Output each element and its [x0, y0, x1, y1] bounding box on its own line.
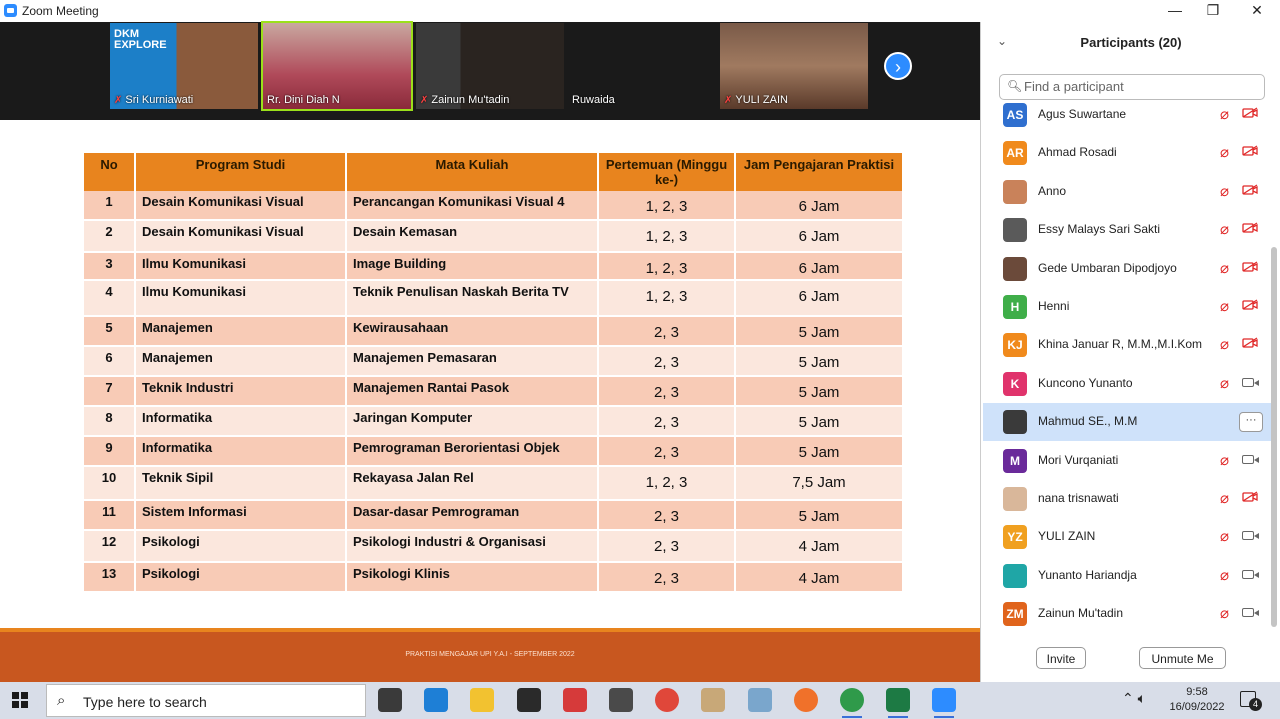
- cell-program-studi: Informatika: [136, 437, 347, 467]
- avatar: AS: [1003, 103, 1027, 127]
- participant-row[interactable]: [983, 442, 1271, 480]
- participant-row[interactable]: [983, 96, 1271, 134]
- cell-mata-kuliah: Teknik Penulisan Naskah Berita TV: [347, 281, 599, 317]
- mic-muted-icon[interactable]: ⌀: [1220, 490, 1230, 507]
- cell-mata-kuliah: Desain Kemasan: [347, 221, 599, 253]
- cell-pertemuan: 1, 2, 3: [599, 281, 736, 317]
- clock-date: 16/09/2022: [1169, 701, 1225, 713]
- cell-jam: 5 Jam: [736, 501, 902, 531]
- paint-icon[interactable]: [701, 688, 725, 712]
- tile-name: YULI ZAIN: [735, 94, 788, 106]
- participant-name: Anno: [1038, 183, 1067, 198]
- table-row: [84, 563, 902, 593]
- mic-muted-icon[interactable]: ⌀: [1220, 528, 1230, 546]
- cell-pertemuan: 2, 3: [599, 317, 736, 347]
- video-tile[interactable]: [416, 23, 564, 109]
- table-row: [84, 191, 902, 221]
- mic-muted-icon[interactable]: ⌀: [1220, 336, 1230, 354]
- cell-mata-kuliah: Manajemen Rantai Pasok: [347, 377, 599, 407]
- video-off-icon[interactable]: [1242, 145, 1258, 156]
- participant-name: Zainun Mu'tadin: [1038, 606, 1124, 621]
- video-on-icon[interactable]: [1242, 608, 1254, 617]
- participant-list: [981, 94, 1271, 644]
- table-row: [84, 437, 902, 467]
- video-off-icon[interactable]: [1242, 299, 1258, 310]
- cell-pertemuan: 2, 3: [599, 437, 736, 467]
- video-off-icon[interactable]: [1242, 184, 1258, 195]
- courses-table: [84, 153, 902, 593]
- participant-row[interactable]: [983, 595, 1271, 633]
- participant-row[interactable]: [983, 173, 1271, 211]
- cell-program-studi: Desain Komunikasi Visual: [136, 191, 347, 221]
- zoom-icon[interactable]: [932, 688, 956, 712]
- cell-no: 4: [84, 281, 136, 317]
- system-tray-icons[interactable]: ⌃ 🔈︎: [1122, 690, 1147, 706]
- clock[interactable]: [1166, 685, 1228, 715]
- tile-overlay-logo: DKM EXPLORE: [114, 28, 167, 51]
- participant-row[interactable]: [983, 211, 1271, 249]
- participant-row[interactable]: [983, 250, 1271, 288]
- invite-button[interactable]: Invite: [1036, 647, 1086, 669]
- table-row: [84, 281, 902, 317]
- cell-no: 2: [84, 221, 136, 253]
- table-row: [84, 253, 902, 281]
- header-no: No: [84, 153, 136, 191]
- participant-name: Henni: [1038, 299, 1070, 313]
- more-options-button[interactable]: ···: [1239, 412, 1263, 432]
- cell-no: 8: [84, 407, 136, 437]
- participant-row[interactable]: [983, 403, 1271, 441]
- video-off-icon[interactable]: [1242, 337, 1258, 348]
- cell-pertemuan: 2, 3: [599, 501, 736, 531]
- mic-muted-icon: ✗: [724, 95, 733, 106]
- table-row: [84, 531, 902, 563]
- cell-jam: 4 Jam: [736, 563, 902, 593]
- cell-jam: 5 Jam: [736, 377, 902, 407]
- excel-icon[interactable]: [886, 688, 910, 712]
- video-tile[interactable]: [110, 23, 258, 109]
- cell-jam: 6 Jam: [736, 281, 902, 317]
- scrollbar[interactable]: [1271, 102, 1277, 650]
- gift-icon[interactable]: [563, 688, 587, 712]
- mic-muted-icon[interactable]: ⌀: [1220, 298, 1230, 315]
- avatar: ZM: [1003, 602, 1027, 626]
- cell-program-studi: Psikologi: [136, 563, 347, 593]
- cell-pertemuan: 1, 2, 3: [599, 467, 736, 501]
- avatar: K: [1003, 372, 1027, 396]
- cell-jam: 6 Jam: [736, 221, 902, 253]
- cell-program-studi: Psikologi: [136, 531, 347, 563]
- avatar: H: [1003, 295, 1027, 319]
- close-button[interactable]: ✕: [1251, 2, 1263, 18]
- cell-no: 13: [84, 563, 136, 593]
- cell-mata-kuliah: Perancangan Komunikasi Visual 4: [347, 191, 599, 221]
- participant-name: nana trisnawati: [1038, 491, 1119, 505]
- notification-count: 4: [1249, 698, 1262, 711]
- video-tile[interactable]: [568, 23, 716, 109]
- tile-name: Zainun Mu'tadin: [431, 94, 510, 106]
- avatar: YZ: [1003, 525, 1027, 549]
- cell-mata-kuliah: Image Building: [347, 253, 599, 281]
- participant-row[interactable]: [983, 557, 1271, 595]
- cell-mata-kuliah: Pemrograman Berorientasi Objek: [347, 437, 599, 467]
- cell-pertemuan: 1, 2, 3: [599, 191, 736, 221]
- participant-name: Agus Suwartane: [1038, 107, 1127, 121]
- tile-name: Rr. Dini Diah N: [267, 94, 340, 106]
- table-row: [84, 347, 902, 377]
- cell-program-studi: Desain Komunikasi Visual: [136, 221, 347, 253]
- cell-no: 1: [84, 191, 136, 221]
- cell-jam: 7,5 Jam: [736, 467, 902, 501]
- cell-pertemuan: 2, 3: [599, 347, 736, 377]
- taskbar-search-text: Type here to search: [83, 694, 207, 710]
- participant-name: YULI ZAIN: [1038, 529, 1096, 544]
- video-off-icon[interactable]: [1242, 107, 1258, 118]
- cell-mata-kuliah: Kewirausahaan: [347, 317, 599, 347]
- cell-program-studi: Sistem Informasi: [136, 501, 347, 531]
- mic-muted-icon: ✗: [420, 95, 429, 106]
- tile-name: Sri Kurniawati: [125, 94, 194, 106]
- firefox-icon[interactable]: [794, 688, 818, 712]
- mail-icon[interactable]: [609, 688, 633, 712]
- cell-no: 12: [84, 531, 136, 563]
- video-off-icon[interactable]: [1242, 261, 1258, 272]
- video-off-icon[interactable]: [1242, 222, 1258, 233]
- window-title: Zoom Meeting: [22, 4, 99, 18]
- table-row: [84, 221, 902, 253]
- participant-row[interactable]: [983, 480, 1271, 518]
- cell-program-studi: Informatika: [136, 407, 347, 437]
- participant-name: Kuncono Yunanto: [1038, 375, 1133, 390]
- mic-muted-icon[interactable]: ⌀: [1220, 605, 1230, 623]
- participant-row[interactable]: [983, 288, 1271, 326]
- search-icon: ⌕: [57, 692, 66, 709]
- cell-pertemuan: 2, 3: [599, 407, 736, 437]
- participant-row[interactable]: [983, 134, 1271, 172]
- participants-title: Participants (20): [1080, 35, 1182, 50]
- cell-pertemuan: 1, 2, 3: [599, 253, 736, 281]
- participant-row[interactable]: [983, 518, 1271, 556]
- task-view-icon[interactable]: [378, 688, 402, 712]
- cell-pertemuan: 2, 3: [599, 563, 736, 593]
- cell-pertemuan: 2, 3: [599, 377, 736, 407]
- participant-name: Mori Vurqaniati: [1038, 452, 1119, 467]
- title-bar: [0, 0, 1280, 22]
- cell-pertemuan: 1, 2, 3: [599, 221, 736, 253]
- chevron-right-icon[interactable]: ›: [884, 52, 912, 80]
- cell-jam: 5 Jam: [736, 407, 902, 437]
- avatar: [1003, 410, 1027, 434]
- cell-no: 6: [84, 347, 136, 377]
- cell-program-studi: Manajemen: [136, 317, 347, 347]
- mic-muted-icon[interactable]: ⌀: [1220, 182, 1230, 200]
- shared-slide: [0, 120, 980, 682]
- windows-start-icon[interactable]: [12, 692, 28, 708]
- table-row: [84, 377, 902, 407]
- cell-jam: 5 Jam: [736, 317, 902, 347]
- edge-icon[interactable]: [424, 688, 448, 712]
- cell-jam: 4 Jam: [736, 531, 902, 563]
- participant-row[interactable]: [983, 365, 1271, 403]
- table-row: [84, 467, 902, 501]
- avatar: [1003, 487, 1027, 511]
- participant-name: Mahmud SE., M.M: [1038, 414, 1138, 429]
- cell-jam: 5 Jam: [736, 437, 902, 467]
- restore-button[interactable]: ❐: [1206, 2, 1220, 18]
- participant-name: Essy Malays Sari Sakti: [1038, 222, 1161, 237]
- header-mata-kuliah: Mata Kuliah: [347, 153, 599, 191]
- slide-footer: [0, 628, 980, 682]
- participant-name: Yunanto Hariandja: [1038, 567, 1137, 582]
- chrome-icon[interactable]: [655, 688, 679, 712]
- video-off-icon[interactable]: [1242, 491, 1258, 502]
- file-explorer-icon[interactable]: [470, 688, 494, 712]
- mic-muted-icon[interactable]: ⌀: [1220, 221, 1230, 239]
- mic-muted-icon[interactable]: ⌀: [1220, 451, 1230, 469]
- participant-name: Ahmad Rosadi: [1038, 145, 1117, 160]
- cell-mata-kuliah: Manajemen Pemasaran: [347, 347, 599, 377]
- avatar: [1003, 180, 1027, 204]
- mic-muted-icon[interactable]: ⌀: [1220, 566, 1230, 584]
- notes-icon[interactable]: [748, 688, 772, 712]
- video-on-icon[interactable]: [1242, 455, 1254, 464]
- store-icon[interactable]: [517, 688, 541, 712]
- cell-no: 10: [84, 467, 136, 501]
- tile-name: Ruwaida: [572, 94, 615, 106]
- mic-muted-icon[interactable]: ⌀: [1220, 374, 1230, 392]
- video-tile-active-speaker[interactable]: [263, 23, 411, 109]
- participants-panel: [980, 22, 1280, 682]
- cell-program-studi: Manajemen: [136, 347, 347, 377]
- avatar: KJ: [1003, 333, 1027, 357]
- cell-program-studi: Ilmu Komunikasi: [136, 253, 347, 281]
- cell-program-studi: Teknik Industri: [136, 377, 347, 407]
- participant-name: Khina Januar R, M.M.,M.I.Kom: [1038, 337, 1203, 352]
- cell-jam: 6 Jam: [736, 191, 902, 221]
- slide-footer-text: PRAKTISI MENGAJAR UPI Y.A.I - SEPTEMBER 2022: [405, 651, 575, 658]
- cell-no: 7: [84, 377, 136, 407]
- taskbar: [0, 682, 1280, 719]
- chevron-down-icon[interactable]: ⌄: [997, 34, 1008, 48]
- table-row: [84, 407, 902, 437]
- minimize-button[interactable]: —: [1168, 2, 1182, 18]
- mic-muted-icon[interactable]: ⌀: [1220, 259, 1230, 277]
- cell-program-studi: Ilmu Komunikasi: [136, 281, 347, 317]
- mic-muted-icon: ✗: [114, 95, 123, 106]
- table-row: [84, 501, 902, 531]
- cell-no: 5: [84, 317, 136, 347]
- avatar: [1003, 564, 1027, 588]
- cell-jam: 5 Jam: [736, 347, 902, 377]
- search-icon: 🔍︎: [1007, 79, 1023, 93]
- scrollbar-thumb[interactable]: [1271, 247, 1277, 627]
- cell-no: 3: [84, 253, 136, 281]
- video-on-icon[interactable]: [1242, 531, 1254, 540]
- video-on-icon[interactable]: [1242, 570, 1254, 579]
- participant-name: Gede Umbaran Dipodjoyo: [1038, 260, 1177, 275]
- notification-icon[interactable]: [1240, 691, 1256, 707]
- participant-row[interactable]: [983, 326, 1271, 364]
- chrome-alt-icon[interactable]: [840, 688, 864, 712]
- cell-mata-kuliah: Psikologi Industri & Organisasi: [347, 531, 599, 563]
- cell-no: 11: [84, 501, 136, 531]
- avatar: AR: [1003, 141, 1027, 165]
- clock-time: 9:58: [1186, 686, 1208, 698]
- header-pertemuan: Pertemuan (Minggu ke-): [599, 153, 736, 191]
- cell-no: 9: [84, 437, 136, 467]
- video-on-icon[interactable]: [1242, 378, 1254, 387]
- taskbar-search[interactable]: [46, 684, 366, 717]
- mic-muted-icon[interactable]: ⌀: [1220, 106, 1230, 123]
- table-header-row: [84, 153, 902, 191]
- video-strip: [0, 22, 980, 120]
- header-jam-pengajaran: Jam Pengajaran Praktisi: [736, 153, 902, 191]
- mic-muted-icon[interactable]: ⌀: [1220, 144, 1230, 162]
- unmute-me-button[interactable]: Unmute Me: [1139, 647, 1226, 669]
- cell-mata-kuliah: Rekayasa Jalan Rel: [347, 467, 599, 501]
- cell-jam: 6 Jam: [736, 253, 902, 281]
- cell-program-studi: Teknik Sipil: [136, 467, 347, 501]
- avatar: [1003, 257, 1027, 281]
- cell-mata-kuliah: Psikologi Klinis: [347, 563, 599, 593]
- avatar: M: [1003, 449, 1027, 473]
- video-tile[interactable]: [720, 23, 868, 109]
- cell-mata-kuliah: Dasar-dasar Pemrograman: [347, 501, 599, 531]
- cell-mata-kuliah: Jaringan Komputer: [347, 407, 599, 437]
- cell-pertemuan: 2, 3: [599, 531, 736, 563]
- zoom-app-icon: [4, 4, 17, 17]
- table-row: [84, 317, 902, 347]
- avatar: [1003, 218, 1027, 242]
- search-placeholder: Find a participant: [1024, 79, 1124, 94]
- header-program-studi: Program Studi: [136, 153, 347, 191]
